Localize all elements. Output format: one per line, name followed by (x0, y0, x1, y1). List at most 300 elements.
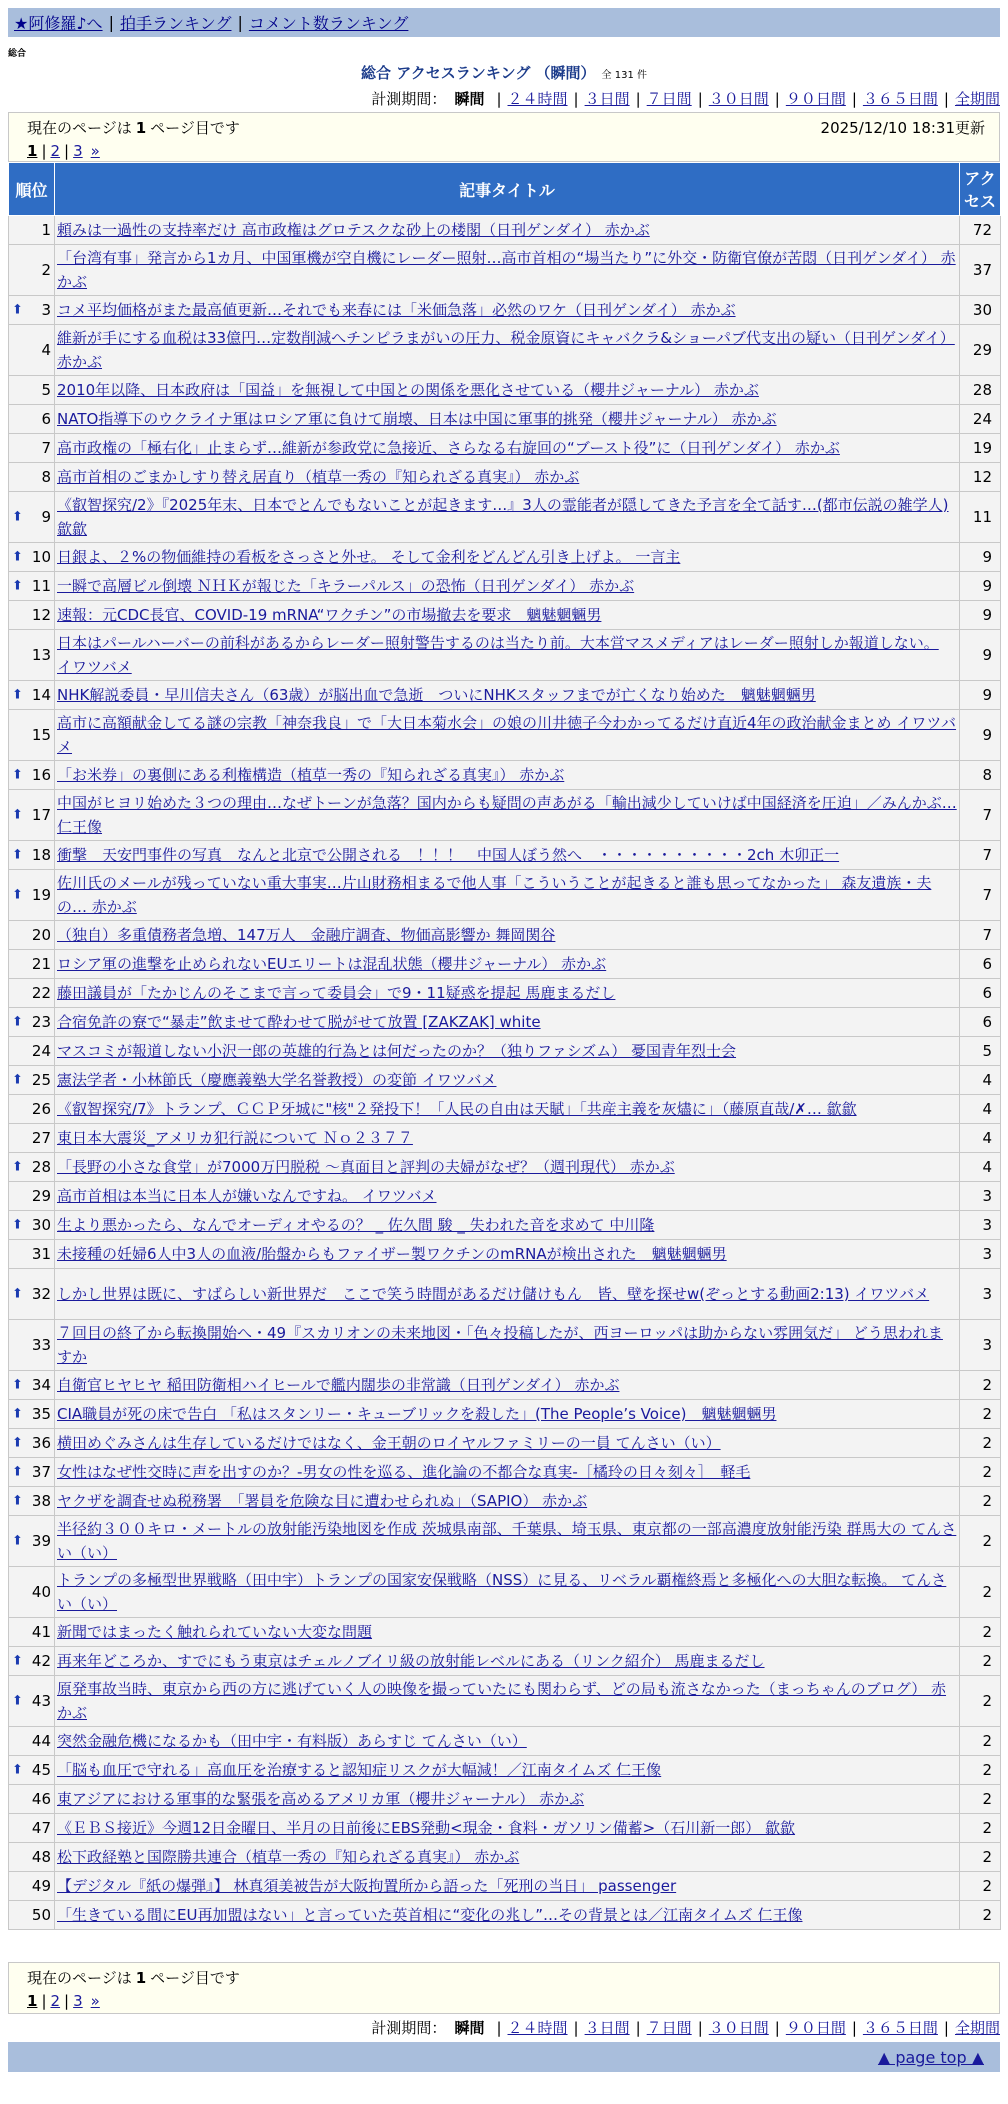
rank-cell (9, 1269, 55, 1320)
article-link[interactable]: 「台湾有事」発言から1カ月、中国軍機が空自機にレーダー照射…高市首相の“場当たり”に外交・防衛官僚が苦悶（日刊ゲンダイ） 赤かぶ (57, 249, 956, 291)
title-cell (55, 492, 960, 543)
rank-up-arrow-icon: ⬆ (12, 807, 23, 823)
page-status-suffix: ページ目です (150, 1969, 240, 1987)
rank-cell (9, 1429, 55, 1458)
page-link[interactable]: 3 (73, 1992, 83, 2010)
table-row (9, 434, 1001, 463)
table-row (9, 376, 1001, 405)
access-count: 9 (960, 710, 1001, 761)
rank-cell (9, 543, 55, 572)
article-link[interactable]: 日本はパールハーバーの前科があるからレーダー照射警告するのは当たり前。大本営マスメディアはレーダー照射しか報道しない。 イワツバメ (57, 634, 939, 676)
table-row (9, 216, 1001, 245)
table-row (9, 921, 1001, 950)
table-row (9, 1516, 1001, 1567)
period-option-link[interactable]: ３６５日間 (862, 90, 938, 108)
article-link[interactable]: 新聞ではまったく触れられていない大変な問題 (57, 1623, 373, 1641)
article-link[interactable]: CIA職員が死の床で告白 「私はスタンリー・キューブリックを殺した」(The People’s Voice) 魑魅魍魎男 (57, 1405, 777, 1423)
table-row (9, 1458, 1001, 1487)
title-cell (55, 1727, 960, 1756)
access-count: 3 (960, 1320, 1001, 1371)
table-row (9, 1124, 1001, 1153)
rank-number: 7 (41, 439, 51, 457)
rank-up-arrow-icon: ⬆ (12, 1014, 23, 1030)
table-row (9, 1901, 1001, 1930)
access-count: 2 (960, 1872, 1001, 1901)
rank-number: 32 (31, 1285, 51, 1303)
period-option-link[interactable]: ３０日間 (708, 90, 769, 108)
table-header-row (9, 163, 1001, 216)
paging-status-row (9, 1963, 999, 1991)
rank-up-arrow-icon: ⬆ (12, 767, 23, 783)
rank-up-arrow-icon: ⬆ (12, 847, 23, 863)
rank-cell (9, 1066, 55, 1095)
rank-cell (9, 979, 55, 1008)
rank-number: 36 (31, 1434, 51, 1452)
title-cell (55, 1785, 960, 1814)
article-link[interactable]: 松下政経塾と国際勝共連合（植草一秀の『知られざる真実』） 赤かぶ (57, 1848, 520, 1866)
title-cell (55, 245, 960, 296)
article-link[interactable]: 東アジアにおける軍事的な緊張を高めるアメリカ軍（櫻井ジャーナル） 赤かぶ (57, 1790, 585, 1808)
article-link[interactable]: 一瞬で高層ビル倒壊 ＮＨＫが報じた「キラーパルス」の恐怖（日刊ゲンダイ） 赤かぶ (57, 577, 635, 595)
pagination (9, 141, 999, 163)
title-cell (55, 216, 960, 245)
rank-cell (9, 790, 55, 841)
table-row (9, 1843, 1001, 1872)
period-option-link[interactable]: ９０日間 (785, 90, 846, 108)
access-count: 2 (960, 1901, 1001, 1930)
table-row (9, 870, 1001, 921)
table-row (9, 1371, 1001, 1400)
access-count: 6 (960, 1008, 1001, 1037)
article-link[interactable]: 憲法学者・小林節氏（慶應義塾大学名誉教授）の変節 イワツバメ (57, 1071, 497, 1089)
rank-number: 34 (31, 1376, 51, 1394)
title-cell (55, 1676, 960, 1727)
page-status-suffix: ページ目です (150, 119, 240, 137)
table-row (9, 1647, 1001, 1676)
rank-cell (9, 492, 55, 543)
article-link[interactable]: 2010年以降、日本政府は「国益」を無視して中国との関係を悪化させている（櫻井ジャーナル） 赤かぶ (57, 381, 759, 399)
title-cell (55, 921, 960, 950)
rank-number: 24 (31, 1042, 51, 1060)
period-option-link[interactable]: ３日間 (584, 2019, 630, 2037)
access-count: 9 (960, 572, 1001, 601)
article-link[interactable]: 「長野の小さな食堂」が7000万円脱税 〜真面目と評判の夫婦がなぜ？（週刊現代） 赤かぶ (57, 1158, 675, 1176)
rank-number: 6 (41, 410, 51, 428)
rank-cell (9, 1182, 55, 1211)
title-cell (55, 1124, 960, 1153)
rank-number: 29 (31, 1187, 51, 1205)
table-row (9, 790, 1001, 841)
access-count: 2 (960, 1429, 1001, 1458)
rank-cell (9, 1211, 55, 1240)
title-cell (55, 1008, 960, 1037)
pagination (9, 1991, 999, 2013)
rank-cell (9, 405, 55, 434)
rank-number: 9 (41, 508, 51, 526)
article-link[interactable]: 日銀よ、２%の物価維持の看板をさっさと外せ。 そして金利をどんどん引き上げよ。 一言主 (57, 548, 681, 566)
access-count: 72 (960, 216, 1001, 245)
update-timestamp: 2025/12/10 18:31更新 (820, 119, 985, 137)
title-cell (55, 601, 960, 630)
access-count: 2 (960, 1756, 1001, 1785)
article-link[interactable]: ヤクザを調査せぬ税務署 「署員を危険な目に遭わせられぬ」（SAPIO） 赤かぶ (57, 1492, 588, 1510)
table-row (9, 1618, 1001, 1647)
access-count: 2 (960, 1487, 1001, 1516)
table-row (9, 630, 1001, 681)
table-row (9, 1211, 1001, 1240)
table-row (9, 1240, 1001, 1269)
article-link[interactable]: NATO指導下のウクライナ軍はロシア軍に負けて崩壊、日本は中国に軍事的挑発（櫻井ジャーナル） 赤かぶ (57, 410, 777, 428)
table-row (9, 1756, 1001, 1785)
rank-cell (9, 1567, 55, 1618)
article-link[interactable]: 高市に高額献金してる謎の宗教「神奈我良」で「大日本菊水会」の娘の川井徳子今わかってるだけ直近4年の政治献金まとめ イワツバメ (57, 714, 957, 756)
title-cell (55, 790, 960, 841)
table-row (9, 1066, 1001, 1095)
period-separator: | (774, 2018, 780, 2037)
rank-cell (9, 1785, 55, 1814)
page-link[interactable]: 3 (73, 142, 83, 160)
title-cell (55, 1872, 960, 1901)
title-cell (55, 1066, 960, 1095)
title-cell (55, 1429, 960, 1458)
rank-cell (9, 1400, 55, 1429)
rank-number: 13 (31, 646, 51, 664)
rank-cell (9, 1676, 55, 1727)
article-link[interactable]: 突然金融危機になるかも（田中宇・有料版）あらすじ てんさい（い） (57, 1732, 527, 1750)
period-label: 計測期間： (371, 90, 447, 108)
page-separator: | (64, 1992, 70, 2010)
title-cell (55, 1182, 960, 1211)
access-count: 37 (960, 245, 1001, 296)
rank-number: 31 (31, 1245, 51, 1263)
article-link[interactable]: NHK解説委員・早川信夫さん（63歳）が脳出血で急逝 ついにNHKスタッフまでが亡くなり始めた 魑魅魍魎男 (57, 686, 816, 704)
access-count: 4 (960, 1153, 1001, 1182)
article-link[interactable]: 佐川氏のメールが残っていない重大事実…片山財務相まるで他人事「こういうことが起きると誰も思ってなかった」 森友遺族・夫の… 赤かぶ (57, 874, 932, 916)
category-label: 総合 (8, 49, 27, 59)
period-separator: | (943, 89, 949, 108)
comment-ranking-link[interactable]: コメント数ランキング (248, 14, 409, 33)
article-link[interactable]: 高市首相のごまかしすり替え居直り（植草一秀の『知られざる真実』） 赤かぶ (57, 468, 580, 486)
table-row (9, 950, 1001, 979)
table-row (9, 492, 1001, 543)
title-cell (55, 325, 960, 376)
period-separator: | (635, 89, 641, 108)
paging-box-top (8, 112, 1000, 162)
article-link[interactable]: 未接種の妊婦6人中3人の血液/胎盤からもファイザー製ワクチンのmRNAが検出された 魑魅魍魎男 (57, 1245, 727, 1263)
title-cell (55, 681, 960, 710)
ranking-table (8, 162, 1001, 1930)
access-count: 9 (960, 630, 1001, 681)
title-cell (55, 1756, 960, 1785)
rank-cell (9, 870, 55, 921)
access-count: 6 (960, 950, 1001, 979)
article-link[interactable]: 【デジタル『紙の爆弾』】 林真須美被告が大阪拘置所から語った「死刑の当日」 passenger (57, 1877, 677, 1895)
access-count: 3 (960, 1269, 1001, 1320)
rank-number: 28 (31, 1158, 51, 1176)
rank-number: 23 (31, 1013, 51, 1031)
title-cell (55, 950, 960, 979)
title-cell (55, 1153, 960, 1182)
period-option-link[interactable]: ３０日間 (708, 2019, 769, 2037)
access-count: 8 (960, 761, 1001, 790)
rank-number: 5 (41, 381, 51, 399)
article-link[interactable]: 「生きている間にEU再加盟はない」と言っていた英首相に“変化の兆し”…その背景とは／江南タイムズ 仁王像 (57, 1906, 803, 1924)
page-link[interactable]: 2 (50, 142, 61, 160)
rank-up-arrow-icon: ⬆ (12, 578, 23, 594)
period-separator: | (697, 89, 703, 108)
rank-number: 2 (41, 261, 51, 279)
rank-up-arrow-icon: ⬆ (12, 1377, 23, 1393)
rank-number: 12 (31, 606, 51, 624)
rank-up-arrow-icon: ⬆ (12, 687, 23, 703)
period-selector-bottom (371, 2017, 1000, 2038)
rank-cell (9, 1872, 55, 1901)
rank-cell (9, 1371, 55, 1400)
article-link[interactable]: しかし世界は既に、すばらしい新世界だ ここで笑う時間があるだけ儲けもん 皆、壁を探せw(ぞっとする動画2:13) イワツバメ (57, 1285, 930, 1303)
period-separator: | (496, 89, 502, 108)
rank-cell (9, 1320, 55, 1371)
article-link[interactable]: 原発事故当時、東京から西の方に逃げていく人の映像を撮っていたにも関わらず、どの局も流さなかった（まっちゃんのブログ） 赤かぶ (57, 1680, 947, 1722)
title-cell (55, 1037, 960, 1066)
period-option-link[interactable]: ９０日間 (785, 2019, 846, 2037)
page-separator: | (64, 142, 70, 160)
table-row (9, 1008, 1001, 1037)
rank-number: 49 (31, 1877, 51, 1895)
access-count: 4 (960, 1124, 1001, 1153)
access-count: 2 (960, 1814, 1001, 1843)
period-label: 計測期間： (371, 2019, 447, 2037)
next-page-link[interactable]: » (90, 1992, 100, 2010)
access-count: 24 (960, 405, 1001, 434)
title-cell (55, 1211, 960, 1240)
rank-number: 48 (31, 1848, 51, 1866)
rank-cell (9, 1727, 55, 1756)
article-link[interactable]: 合宿免許の寮で“暴走”飲ませて酔わせて脱がせて放置 [ZAKZAK] white (57, 1013, 541, 1031)
table-row (9, 572, 1001, 601)
rank-up-arrow-icon: ⬆ (12, 509, 23, 525)
nav-separator: | (108, 13, 114, 32)
rank-up-arrow-icon: ⬆ (12, 1435, 23, 1451)
access-count: 2 (960, 1371, 1001, 1400)
period-option-link[interactable]: ３６５日間 (862, 2019, 938, 2037)
rank-cell (9, 1814, 55, 1843)
title-cell (55, 630, 960, 681)
access-count: 11 (960, 492, 1001, 543)
period-option-link[interactable]: ２４時間 (507, 2019, 568, 2037)
rank-up-arrow-icon: ⬆ (12, 887, 23, 903)
table-row (9, 1814, 1001, 1843)
rank-number: 47 (31, 1819, 51, 1837)
article-link[interactable]: ７回目の終了から転換開始へ・49『スカリオンの未来地図・「色々投稿したが、西ヨーロッパは助からない雰囲気だ」 どう思われますか (57, 1324, 943, 1366)
table-row (9, 761, 1001, 790)
rank-number: 43 (31, 1692, 51, 1710)
nav-separator: | (237, 13, 243, 32)
access-count: 4 (960, 1095, 1001, 1124)
title-cell (55, 463, 960, 492)
title-cell (55, 434, 960, 463)
rank-up-arrow-icon: ⬆ (12, 1762, 23, 1778)
period-option-link[interactable]: ７日間 (646, 2019, 692, 2037)
rank-up-arrow-icon: ⬆ (12, 1493, 23, 1509)
rank-number: 11 (31, 577, 51, 595)
rank-cell (9, 601, 55, 630)
table-row (9, 245, 1001, 296)
article-link[interactable]: 《叡智探究/7》トランプ、ＣＣＰ牙城に"核"２発投下！「人民の自由は天賦」「共産主義を灰燼に」（藤原直哉/✗… 歙歙 (57, 1100, 857, 1118)
rank-cell (9, 1458, 55, 1487)
rank-up-arrow-icon: ⬆ (12, 1653, 23, 1669)
table-row (9, 979, 1001, 1008)
title-cell (55, 1371, 960, 1400)
title-cell (55, 1240, 960, 1269)
article-link[interactable]: （独自）多重債務者急増、147万人 金融庁調査、物価高影響か 舞岡関谷 (57, 926, 556, 944)
ranking-title: 総合 アクセスランキング （瞬間） (361, 64, 596, 82)
article-link[interactable]: 半径約３００キロ・メートルの放射能汚染地図を作成 茨城県南部、千葉県、埼玉県、東京都の一部高濃度放射能汚染 群馬大の てんさい（い） (57, 1520, 957, 1562)
page-status (27, 1967, 240, 1991)
table-row (9, 1872, 1001, 1901)
article-link[interactable]: 自衛官ヒヤヒヤ 稲田防衛相ハイヒールで艦内闊歩の非常識（日刊ゲンダイ） 赤かぶ (57, 1376, 620, 1394)
rank-number: 41 (31, 1623, 51, 1641)
rank-up-arrow-icon: ⬆ (12, 1217, 23, 1233)
article-link[interactable]: 「脳も血圧で守れる」高血圧を治療すると認知症リスクが大幅減！／江南タイムズ 仁王像 (57, 1761, 662, 1779)
rank-number: 37 (31, 1463, 51, 1481)
article-link[interactable]: 頼みは一過性の支持率だけ 高市政権はグロテスクな砂上の楼閣（日刊ゲンダイ） 赤かぶ (57, 221, 650, 239)
table-row (9, 681, 1001, 710)
article-link[interactable]: 高市政権の「極右化」止まらず…維新が参政党に急接近、さらなる右旋回の“ブースト役”に（日刊ゲンダイ） 赤かぶ (57, 439, 840, 457)
rank-number: 19 (31, 886, 51, 904)
rank-up-arrow-icon: ⬆ (12, 1286, 23, 1302)
rank-up-arrow-icon: ⬆ (12, 1072, 23, 1088)
rank-number: 46 (31, 1790, 51, 1808)
home-link[interactable]: ★阿修羅♪へ (14, 14, 103, 33)
rank-number: 27 (31, 1129, 51, 1147)
period-option-link[interactable]: ７日間 (646, 90, 692, 108)
access-count: 12 (960, 463, 1001, 492)
rank-up-arrow-icon: ⬆ (12, 302, 23, 318)
article-link[interactable]: 東日本大震災_アメリカ犯行説について Ｎｏ２３７７ (57, 1129, 413, 1147)
title-cell (55, 376, 960, 405)
table-row (9, 1676, 1001, 1727)
rank-number: 15 (31, 726, 51, 744)
rank-cell (9, 1037, 55, 1066)
access-count: 2 (960, 1567, 1001, 1618)
period-option-link[interactable]: 全期間 (954, 2019, 1000, 2037)
article-link[interactable]: 「お米券」の裏側にある利権構造（植草一秀の『知られざる真実』） 赤かぶ (57, 766, 565, 784)
table-row (9, 1400, 1001, 1429)
article-link[interactable]: 高市首相は本当に日本人が嫌いなんですね。 イワツバメ (57, 1187, 437, 1205)
article-link[interactable]: ロシア軍の進撃を止められないEUエリートは混乱状態（櫻井ジャーナル） 赤かぶ (57, 955, 607, 973)
rank-cell (9, 710, 55, 761)
rank-cell (9, 1008, 55, 1037)
article-link[interactable]: 生より悪かったら、なんでオーディオやるの？ _ 佐久間 駿 _ 失われた音を求めて 中川隆 (57, 1216, 655, 1234)
period-current: 瞬間 (454, 2019, 485, 2037)
article-link[interactable]: 衝撃 天安門事件の写真 なんと北京で公開される ！！！ 中国人ぼう然へ ・・・・・・・・・・2ch 木卯正一 (57, 846, 840, 864)
rank-up-arrow-icon: ⬆ (12, 1533, 23, 1549)
article-link[interactable]: 《叡智探究/2》『2025年末、日本でとんでもないことが起きます…』3人の霊能者が隠してきた予言を全て話す…(都市伝説の雑学人) 歙歙 (57, 496, 949, 538)
article-link[interactable]: コメ平均価格がまた最高値更新…それでも来春には「米価急落」必然のワケ（日刊ゲンダイ） 赤かぶ (57, 301, 736, 319)
title-cell (55, 296, 960, 325)
rank-up-arrow-icon: ⬆ (12, 1159, 23, 1175)
period-option-link[interactable]: ２４時間 (507, 90, 568, 108)
access-count: 2 (960, 1727, 1001, 1756)
applause-ranking-link[interactable]: 拍手ランキング (119, 14, 232, 33)
period-separator: | (774, 89, 780, 108)
table-row (9, 1037, 1001, 1066)
access-count: 29 (960, 325, 1001, 376)
table-row (9, 1320, 1001, 1371)
rank-cell (9, 841, 55, 870)
rank-cell (9, 1647, 55, 1676)
article-link[interactable]: 藤田議員が「たかじんのそこまで言って委員会」で9・11疑惑を提起 馬鹿まるだし (57, 984, 616, 1002)
title-cell (55, 405, 960, 434)
article-link[interactable]: マスコミが報道しない小沢一郎の英雄的行為とは何だったのか？（独りファシズム） 憂国青年烈士会 (57, 1042, 737, 1060)
article-link[interactable]: 維新が手にする血税は33億円…定数削減へチンピラまがいの圧力、税金原資にキャバクラ&ショーパブ代支出の疑い（日刊ゲンダイ） 赤かぶ (57, 329, 955, 371)
article-link[interactable]: 再来年どころか、すでにもう東京はチェルノブイリ級の放射能レベルにある（リンク紹介） 馬鹿まるだし (57, 1652, 765, 1670)
rank-number: 30 (31, 1216, 51, 1234)
page-top-link[interactable]: ▲ page top ▲ (877, 2048, 984, 2067)
column-header-rank: 順位 (9, 163, 55, 216)
access-count: 2 (960, 1647, 1001, 1676)
table-row (9, 1785, 1001, 1814)
paging-box-bottom (8, 1962, 1000, 2014)
table-row (9, 1727, 1001, 1756)
rank-cell (9, 434, 55, 463)
rank-number: 22 (31, 984, 51, 1002)
title-cell (55, 841, 960, 870)
access-count: 19 (960, 434, 1001, 463)
rank-cell (9, 1487, 55, 1516)
access-count: 3 (960, 1182, 1001, 1211)
rank-up-arrow-icon: ⬆ (12, 1464, 23, 1480)
page-status-number: 1 (135, 1969, 147, 1987)
rank-number: 3 (41, 301, 51, 319)
page-status-number: 1 (135, 119, 147, 137)
period-option-link[interactable]: 全期間 (954, 90, 1000, 108)
period-option-link[interactable]: ３日間 (584, 90, 630, 108)
article-link[interactable]: 女性はなぜ性交時に声を出すのか？-男女の性を巡る、進化論の不都合な真実-［橘玲の日々刻々］ 軽毛 (57, 1463, 751, 1481)
article-link[interactable]: 速報：元CDC長官、COVID-19 mRNA“ワクチン”の市場撤去を要求 魑魅魍魎男 (57, 606, 602, 624)
title-cell (55, 870, 960, 921)
period-separator: | (496, 2018, 502, 2037)
period-selector-top (371, 88, 1000, 109)
table-row (9, 841, 1001, 870)
title-cell (55, 543, 960, 572)
table-row (9, 325, 1001, 376)
article-link[interactable]: 中国がヒヨリ始めた３つの理由…なぜトーンが急落？国内からも疑問の声あがる「輸出減少していけば中国経済を圧迫」／みんかぶ… 仁王像 (57, 794, 957, 836)
table-row (9, 296, 1001, 325)
period-separator: | (573, 2018, 579, 2037)
title-cell (55, 1901, 960, 1930)
rank-cell (9, 376, 55, 405)
next-page-link[interactable]: » (90, 142, 100, 160)
rank-cell (9, 1240, 55, 1269)
rank-cell (9, 296, 55, 325)
table-row (9, 1487, 1001, 1516)
page-link[interactable]: 2 (50, 1992, 61, 2010)
column-header-access: アクセス (960, 163, 1001, 216)
rank-number: 45 (31, 1761, 51, 1779)
rank-up-arrow-icon: ⬆ (12, 1693, 23, 1709)
rank-cell (9, 921, 55, 950)
table-row (9, 1153, 1001, 1182)
title-cell (55, 1458, 960, 1487)
title-cell (55, 1618, 960, 1647)
page-status-prefix: 現在のページは (27, 119, 132, 137)
access-count: 7 (960, 841, 1001, 870)
rank-cell (9, 681, 55, 710)
article-link[interactable]: 《ＥＢＳ接近》今週12日金曜日、半月の日前後にEBS発動<現金・食料・ガソリン備蓄>（石川新一郎） 歙歙 (57, 1819, 796, 1837)
article-link[interactable]: トランプの多極型世界戦略（田中宇）トランプの国家安保戦略（NSS）に見る、リベラル覇権終焉と多極化への大胆な転換。 てんさい（い） (57, 1571, 947, 1613)
article-link[interactable]: 横田めぐみさんは生存しているだけではなく、金王朝のロイヤルファミリーの一員 てんさい（い） (57, 1434, 721, 1452)
